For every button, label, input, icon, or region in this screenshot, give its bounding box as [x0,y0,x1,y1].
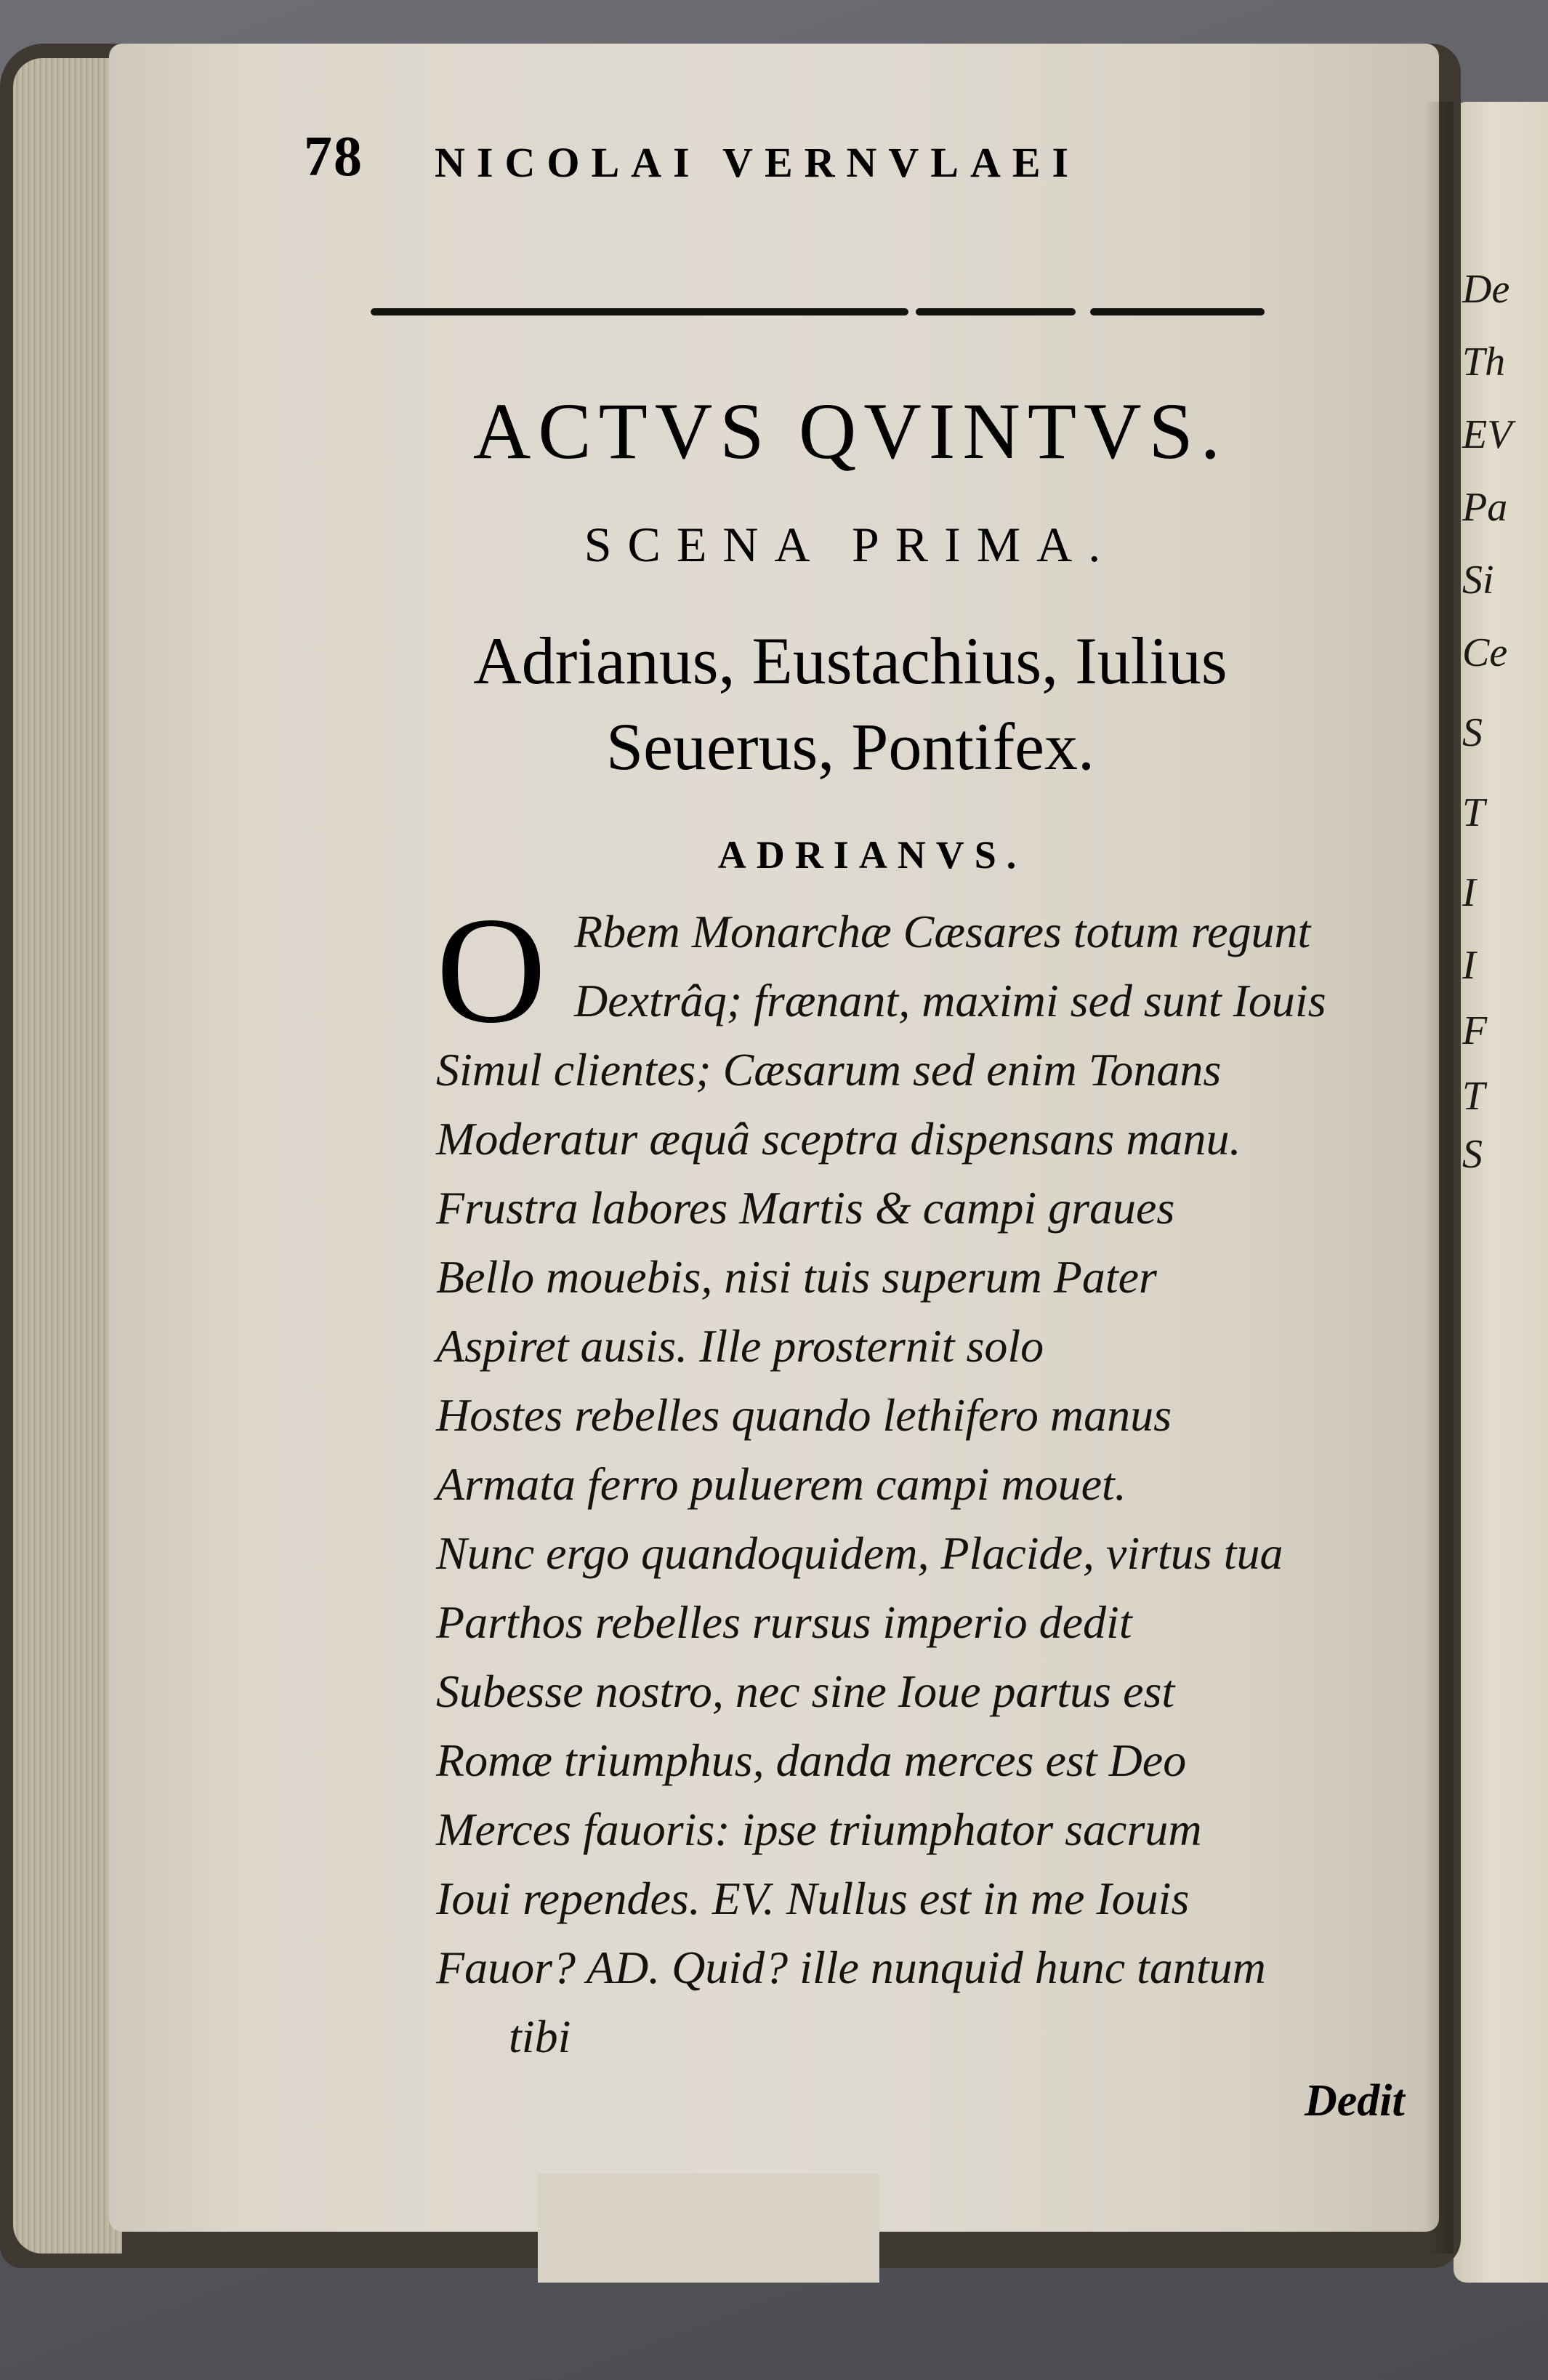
rule-segment [916,308,1076,315]
facing-page-fragment: Ce [1462,630,1508,675]
facing-page-fragment: S [1462,710,1483,755]
paper-patch [538,2174,879,2283]
facing-page-fragment: S [1462,1132,1483,1177]
facing-page-fragment: EV [1462,412,1512,457]
header-rule [371,304,1257,321]
character-list-line: Seuerus, Pontifex. [605,709,1095,784]
verse-line: Armata ferro puluerem campi mouet. [436,1458,1126,1510]
verse-line: Dextrâq; frænant, maximi sed sunt Iouis [574,975,1326,1026]
speaker-heading: ADRIANVS. [717,833,1027,877]
rule-segment [1090,308,1265,315]
facing-page-fragment: T [1462,1074,1485,1119]
verse-line: Fauor? AD. Quid? ille nunquid hunc tantum [436,1942,1266,1993]
verse-line: Bello mouebis, nisi tuis superum Pater [436,1251,1157,1303]
facing-page-fragment: I [1462,870,1476,915]
facing-page-fragment: Th [1462,339,1506,385]
facing-page-fragment: F [1462,1008,1488,1053]
verse-line: Simul clientes; Cæsarum sed enim Tonans [436,1044,1222,1095]
act-title: ACTVS QVINTVS. [472,387,1228,475]
verse-line: Romæ triumphus, danda merces est Deo [436,1734,1187,1786]
character-list-line: Adrianus, Eustachius, Iulius [473,624,1227,698]
facing-page-fragment: T [1462,790,1485,835]
page-number: 78 [304,124,363,188]
verse-line: Parthos rebelles rursus imperio dedit [436,1596,1132,1648]
character-list [349,618,1352,789]
page-edges [13,58,122,2254]
verse-line: Rbem Monarchæ Cæsares totum regunt [574,906,1311,957]
verse-line: tibi [509,2011,571,2062]
facing-page-fragment: De [1462,267,1510,312]
verse-line: Subesse nostro, nec sine Ioue partus est [436,1665,1175,1717]
running-head: NICOLAI VERNVLAEI [435,139,1081,186]
facing-page-fragment: Si [1462,558,1494,603]
page-header [304,124,1299,204]
verse-line: Aspiret ausis. Ille prosternit solo [436,1320,1044,1372]
verse-line: Ioui rependes. EV. Nullus est in me Iouis [436,1873,1190,1924]
scene-title: SCENA PRIMA. [584,517,1117,572]
verse-line: Nunc ergo quandoquidem, Placide, virtus tua [436,1527,1283,1579]
verse-line: Frustra labores Martis & campi graues [436,1182,1175,1234]
verse-line: Merces fauoris: ipse triumphator sacrum [436,1804,1202,1855]
gutter-shadow [1424,102,1454,2254]
verse-line: Moderatur æquâ sceptra dispensans manu. [436,1113,1241,1165]
catchword: Dedit [1305,2076,1405,2126]
facing-page-fragment: I [1462,943,1476,988]
drop-initial: O [436,886,547,1055]
verse-line: Hostes rebelles quando lethifero manus [436,1389,1172,1441]
facing-page-fragment: Pa [1462,485,1508,530]
facing-page-edge [1454,102,1548,2283]
rule-segment [371,308,908,315]
